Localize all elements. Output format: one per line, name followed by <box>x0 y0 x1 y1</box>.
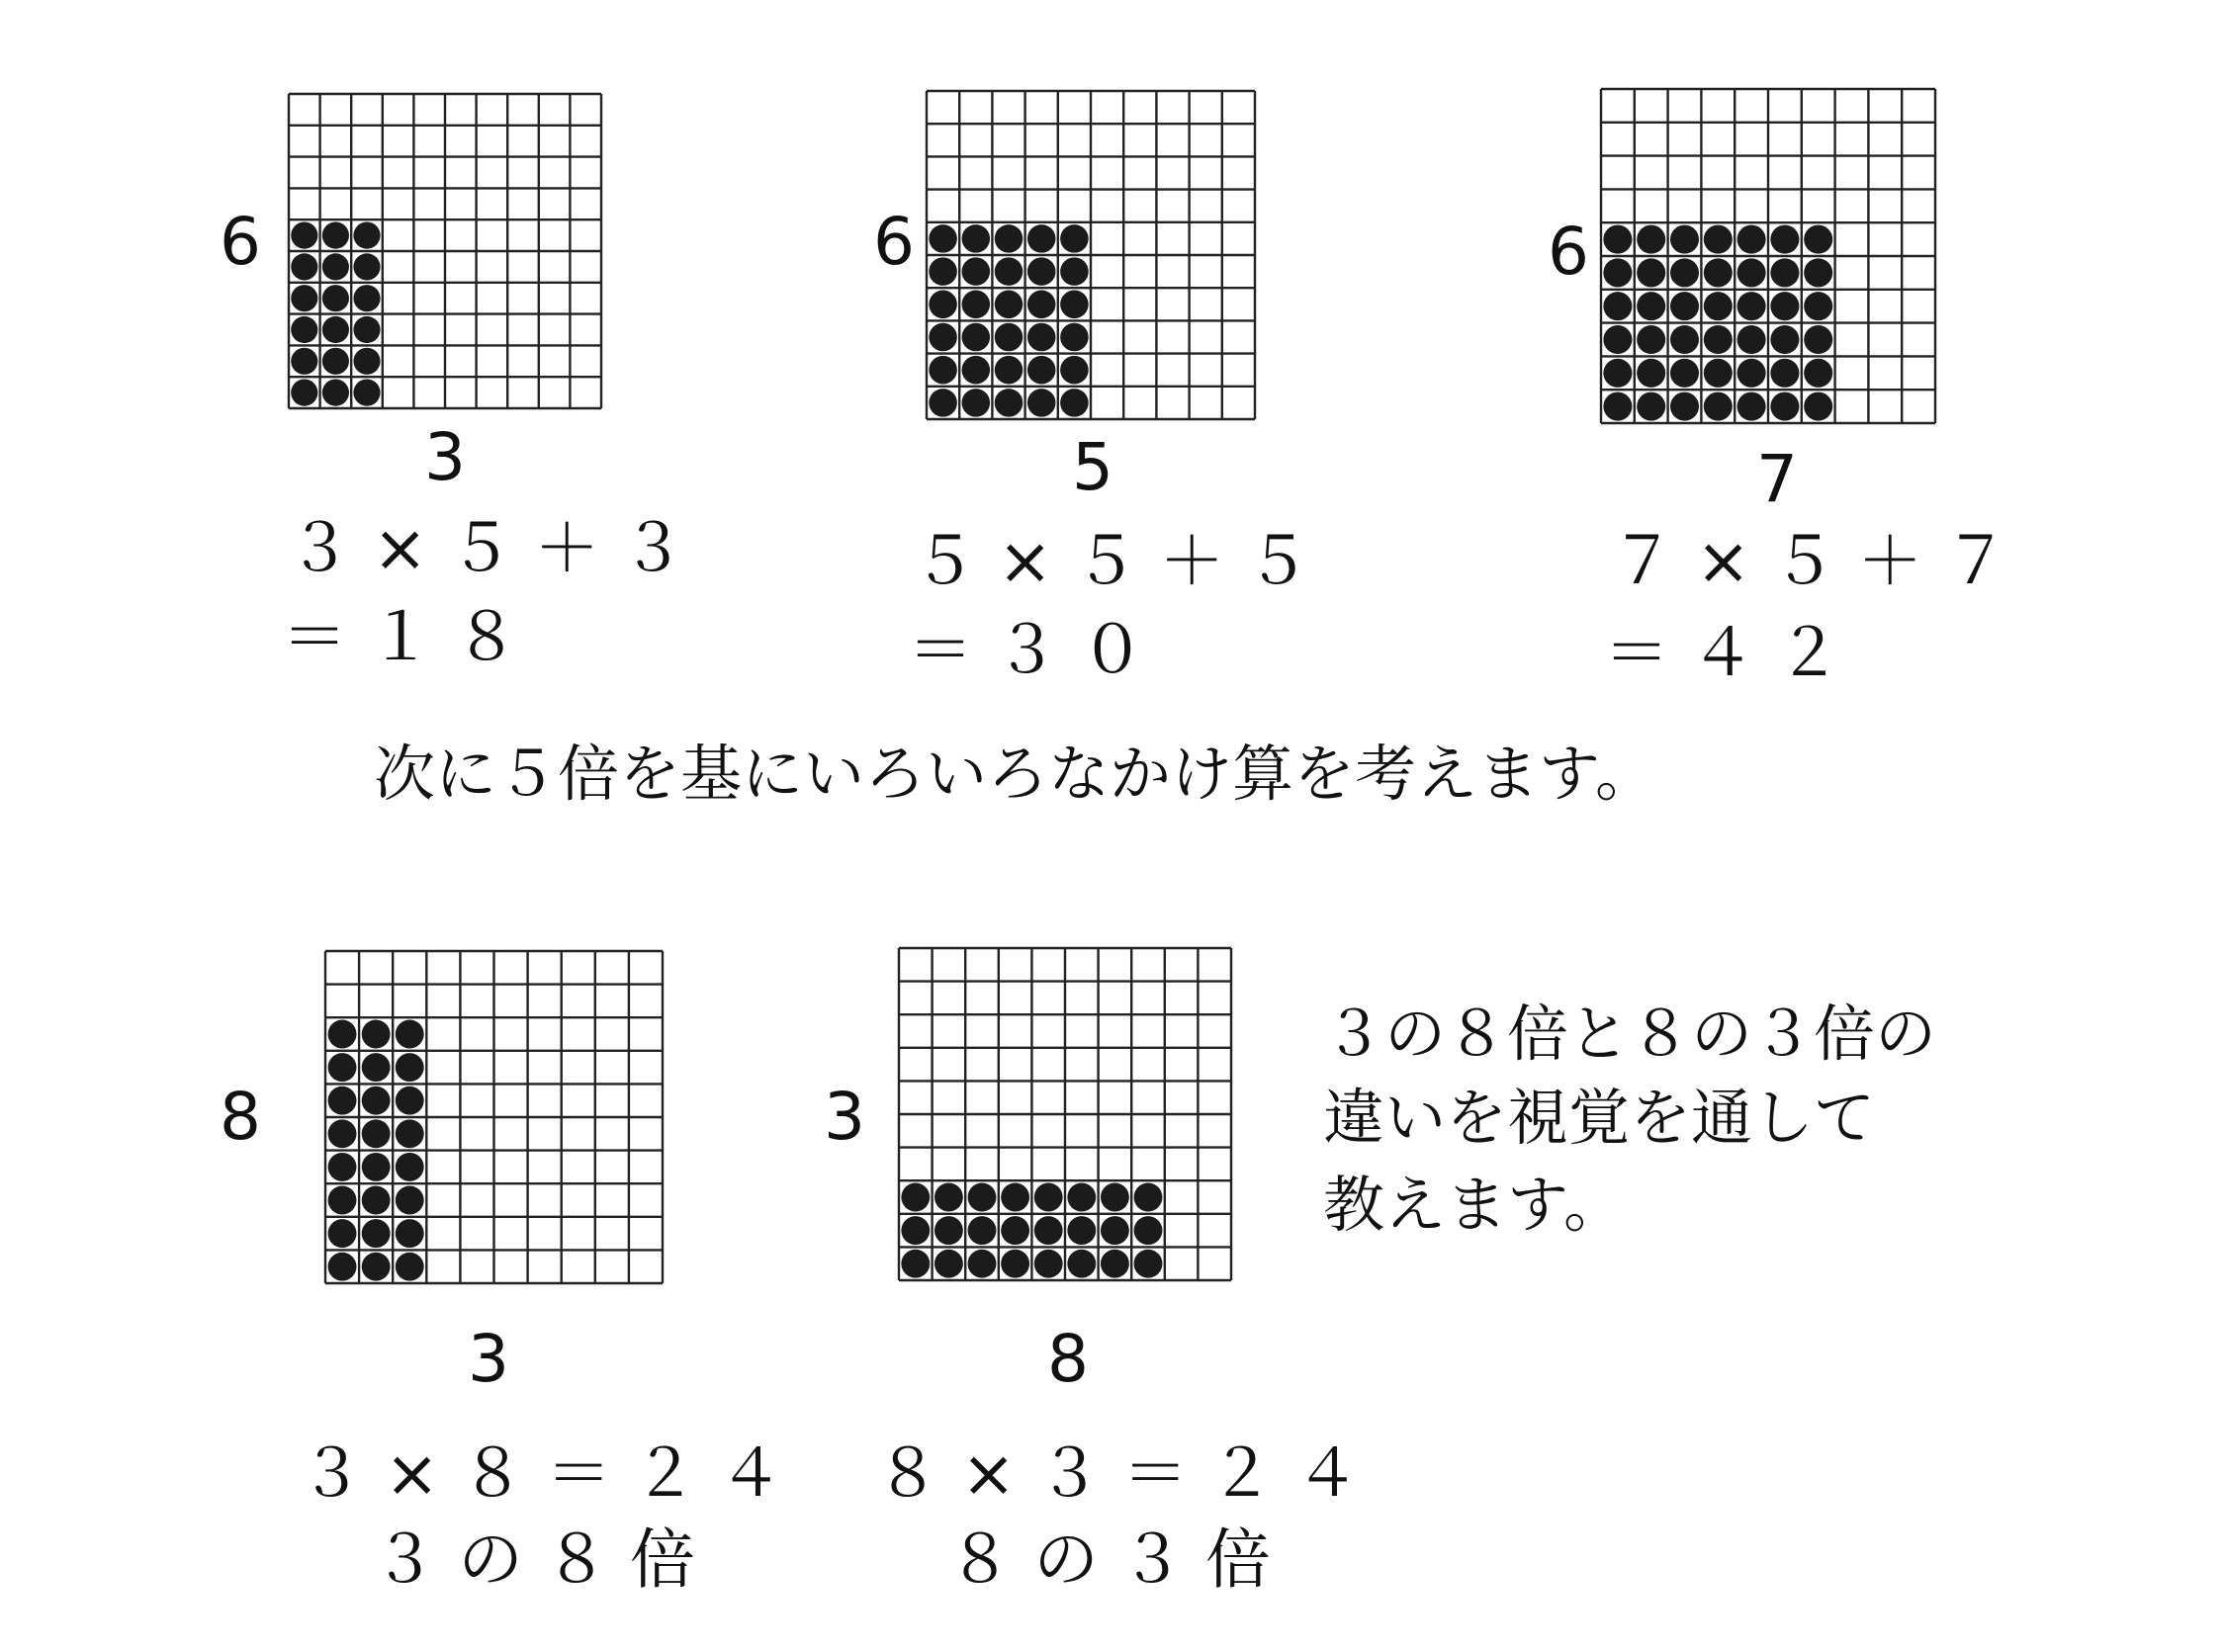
dot <box>934 1183 963 1212</box>
dot <box>1637 292 1665 320</box>
dot <box>353 380 380 406</box>
dot <box>1134 1250 1163 1278</box>
dot <box>396 1119 424 1148</box>
dot <box>1737 325 1766 354</box>
dot <box>353 222 380 249</box>
dot <box>1060 356 1089 385</box>
equation-e-line2: ８ の ３ 倍 <box>947 1522 1271 1598</box>
dot <box>1067 1216 1096 1245</box>
dot <box>322 316 349 343</box>
dot <box>968 1216 997 1245</box>
dot <box>1603 325 1632 354</box>
dot <box>328 1020 357 1049</box>
dot <box>962 224 991 253</box>
dot <box>995 257 1024 286</box>
dot <box>995 389 1024 417</box>
dot <box>962 323 991 352</box>
dot <box>353 348 380 375</box>
side-label-b: 6 <box>873 204 915 280</box>
dot <box>1101 1250 1129 1278</box>
dot <box>1060 323 1089 352</box>
bottom-label-b: 5 <box>1072 429 1113 505</box>
dot <box>1603 258 1632 287</box>
dot <box>328 1253 357 1281</box>
dot <box>1060 257 1089 286</box>
equation-e-line1: ８ × ３ ＝ ２ ４ <box>875 1435 1361 1512</box>
dot <box>1804 359 1832 388</box>
equation-a-line1: ３ × ５ ＋ ３ <box>287 510 686 586</box>
dot <box>929 356 957 385</box>
equation-d-line2: ３ の ８ 倍 <box>372 1522 695 1598</box>
grid-a <box>287 92 603 410</box>
dot <box>1670 392 1699 421</box>
dot <box>995 356 1024 385</box>
grid-c <box>1599 87 1937 425</box>
dot <box>1027 356 1056 385</box>
dot <box>1804 392 1832 421</box>
dot <box>1704 258 1733 287</box>
dot <box>1034 1216 1063 1245</box>
dot <box>1027 291 1056 319</box>
dot <box>995 224 1024 253</box>
equation-c-line1: ７ × ５ ＋ ７ <box>1610 523 2009 599</box>
dot <box>1670 292 1699 320</box>
dot <box>328 1186 357 1215</box>
middle-text: 次に５倍を基にいろいろなかけ算を考えます。 <box>374 738 1657 810</box>
grid-e <box>897 946 1233 1282</box>
dot <box>968 1250 997 1278</box>
note-line-1: ３の８倍と８の３倍の <box>1323 998 1937 1070</box>
dot <box>1034 1250 1063 1278</box>
dot <box>1770 359 1799 388</box>
dot <box>1704 225 1733 254</box>
dot <box>1737 258 1766 287</box>
side-label-a: 6 <box>220 204 261 280</box>
dot <box>362 1253 391 1281</box>
dot <box>362 1219 391 1248</box>
dot <box>1001 1216 1029 1245</box>
dot <box>1134 1183 1163 1212</box>
dot <box>362 1053 391 1082</box>
side-label-d: 8 <box>220 1079 261 1155</box>
grid-b <box>925 89 1257 421</box>
dot <box>1637 392 1665 421</box>
dot <box>1067 1183 1096 1212</box>
dot <box>1704 325 1733 354</box>
dot <box>1804 325 1832 354</box>
dot <box>1670 359 1699 388</box>
dot <box>322 222 349 249</box>
dot <box>362 1186 391 1215</box>
dot <box>1060 224 1089 253</box>
bottom-label-d: 3 <box>468 1321 509 1397</box>
dot <box>396 1253 424 1281</box>
dot <box>1704 392 1733 421</box>
dot <box>1027 389 1056 417</box>
dot <box>291 380 317 406</box>
dot <box>396 1053 424 1082</box>
dot <box>362 1020 391 1049</box>
dot <box>1603 392 1632 421</box>
dot <box>929 389 957 417</box>
dot <box>929 224 957 253</box>
dot <box>929 257 957 286</box>
dot <box>1060 389 1089 417</box>
dot <box>968 1183 997 1212</box>
dot <box>929 291 957 319</box>
dot <box>1027 224 1056 253</box>
dot <box>1770 325 1799 354</box>
dot <box>396 1186 424 1215</box>
dot <box>995 291 1024 319</box>
equation-c-line2: ＝ ４ ２ <box>1604 615 1841 691</box>
dot <box>1704 359 1733 388</box>
dot <box>396 1087 424 1115</box>
dot <box>1637 258 1665 287</box>
dot <box>962 356 991 385</box>
dot <box>1704 292 1733 320</box>
dot <box>1001 1250 1029 1278</box>
dot <box>1770 292 1799 320</box>
equation-a-line2: ＝ １ ８ <box>282 599 519 675</box>
dot <box>1001 1183 1029 1212</box>
dot <box>1770 225 1799 254</box>
dot <box>396 1153 424 1181</box>
dot <box>962 257 991 286</box>
dot <box>1027 257 1056 286</box>
dot <box>1804 258 1832 287</box>
dot <box>1637 325 1665 354</box>
side-label-e: 3 <box>824 1079 865 1155</box>
dot <box>1034 1183 1063 1212</box>
dot <box>1770 392 1799 421</box>
dot <box>328 1119 357 1148</box>
equation-b-line2: ＝ ３ ０ <box>908 612 1145 688</box>
dot <box>353 285 380 311</box>
dot <box>362 1153 391 1181</box>
dot <box>322 348 349 375</box>
dot <box>362 1087 391 1115</box>
dot <box>901 1183 930 1212</box>
dot <box>1603 292 1632 320</box>
dot <box>1101 1216 1129 1245</box>
dot <box>934 1216 963 1245</box>
dot <box>322 253 349 280</box>
dot <box>1737 292 1766 320</box>
bottom-label-a: 3 <box>424 419 466 495</box>
dot <box>322 380 349 406</box>
dot <box>1027 323 1056 352</box>
dot <box>1737 392 1766 421</box>
dot <box>995 323 1024 352</box>
dot <box>1067 1250 1096 1278</box>
dot <box>362 1119 391 1148</box>
dot <box>353 316 380 343</box>
dot <box>328 1053 357 1082</box>
dot <box>291 285 317 311</box>
dot <box>1637 225 1665 254</box>
dot <box>1770 258 1799 287</box>
dot <box>291 348 317 375</box>
dot <box>353 253 380 280</box>
dot <box>934 1250 963 1278</box>
side-label-c: 6 <box>1548 214 1589 290</box>
dot <box>1804 292 1832 320</box>
dot <box>962 291 991 319</box>
equation-d-line1: ３ × ８ ＝ ２ ４ <box>299 1435 784 1512</box>
dot <box>929 323 957 352</box>
dot <box>901 1216 930 1245</box>
dot <box>1603 225 1632 254</box>
dot <box>396 1020 424 1049</box>
dot <box>291 222 317 249</box>
dot <box>1737 359 1766 388</box>
note-line-3: 教えます。 <box>1323 1169 1626 1241</box>
dot <box>1060 291 1089 319</box>
dot <box>328 1219 357 1248</box>
dot <box>1737 225 1766 254</box>
dot <box>1670 225 1699 254</box>
dot <box>1804 225 1832 254</box>
dot <box>1603 359 1632 388</box>
dot <box>1670 258 1699 287</box>
dot <box>901 1250 930 1278</box>
equation-b-line1: ５ × ５ ＋ ５ <box>912 523 1311 599</box>
dot <box>328 1153 357 1181</box>
dot <box>1637 359 1665 388</box>
grid-d <box>323 949 665 1285</box>
dot <box>396 1219 424 1248</box>
bottom-label-e: 8 <box>1047 1321 1089 1397</box>
dot <box>322 285 349 311</box>
bottom-label-c: 7 <box>1756 441 1798 517</box>
dot <box>291 253 317 280</box>
note-line-2: 違いを視覚を通して <box>1323 1082 1876 1154</box>
dot <box>328 1087 357 1115</box>
dot <box>962 389 991 417</box>
dot <box>1101 1183 1129 1212</box>
dot <box>291 316 317 343</box>
dot <box>1670 325 1699 354</box>
dot <box>1134 1216 1163 1245</box>
